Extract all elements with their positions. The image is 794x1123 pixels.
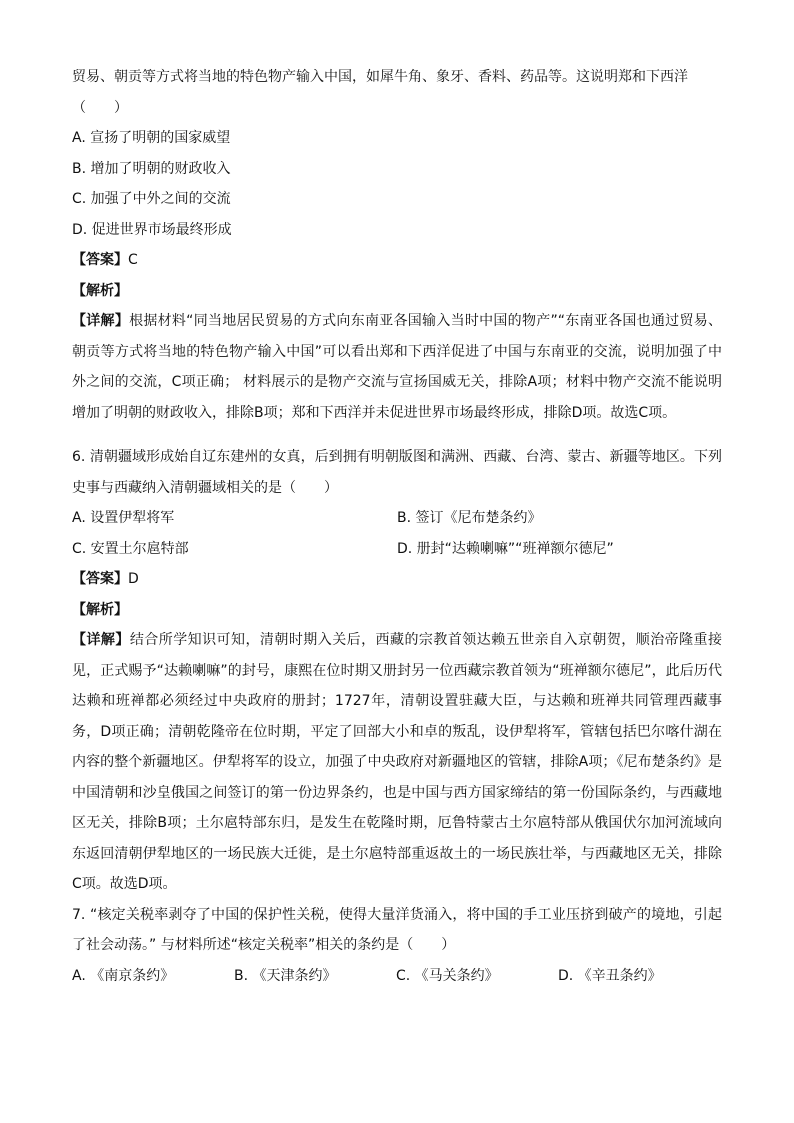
q5-analysis-tag <box>72 276 722 307</box>
q5-detail <box>72 306 722 428</box>
q7-option-b: B. 《天津条约》 <box>234 967 337 984</box>
q6-options-row1 <box>72 503 722 534</box>
q5-answer-tag: 【答案】 <box>72 252 128 268</box>
q5-option-c: C. 加强了中外之间的交流 <box>72 191 231 207</box>
q6-detail <box>72 625 722 900</box>
document-page <box>72 62 722 991</box>
q7-options-row <box>72 961 722 992</box>
q5-stem-bracket: （ ） <box>72 99 128 116</box>
q7-stem: 7. “核定关税率剥夺了中国的保护性关税，使得大量洋货涌入，将中国的手工业压挤到破产的境地，引起了社会动荡。” 与材料所述“核定关税率”相关的条约是（ ） <box>72 906 722 953</box>
q7-option-c: C. 《马关条约》 <box>396 967 499 984</box>
q6-answer-tag: 【答案】 <box>72 571 128 587</box>
q5-answer-value: C <box>128 252 138 268</box>
q6-detail-tag: 【详解】 <box>72 632 130 648</box>
q6-answer-line <box>72 564 722 595</box>
q6-analysis-label: 【解析】 <box>72 601 128 618</box>
q6-answer-value: D <box>128 571 139 587</box>
q5-option-a: A. 宣扬了明朝的国家威望 <box>72 130 231 146</box>
q6-option-d: D. 册封“达赖喇嘛”“班禅额尔德尼” <box>397 540 614 557</box>
q7-option-d: D. 《辛丑条约》 <box>558 967 662 984</box>
q6-options-row2 <box>72 534 722 565</box>
q5-stem-line: 贸易、朝贡等方式将当地的特色物产输入中国，如犀牛角、象牙、香料、药品等。这说明郑和下西洋 <box>72 69 688 85</box>
q5-option-b: B. 增加了明朝的财政收入 <box>72 160 231 177</box>
q5-option-d: D. 促进世界市场最终形成 <box>72 221 232 238</box>
q5-analysis-label: 【解析】 <box>72 282 128 299</box>
q6-detail-text: 结合所学知识可知，清朝时期入关后，西藏的宗教首领达赖五世亲自入京朝贺，顺治帝隆重接见，正式赐予“达赖喇嘛”的封号，康熙在位时期又册封另一位西藏宗教首领为“班禅额尔德尼”，此后历代达赖和班禅都必须经过中央政府的册封；1727年，清朝设置驻藏大臣，与达赖和班禅共同管理西藏事务，D项正确；清朝乾隆帝在位时期，平定了回部大小和卓的叛乱，设伊犁将军，管辖包括巴尔喀什湖在内容的整个新疆地区。伊犁将军的设立，加强了中央政府对新疆地区的管辖，排除A项；《尼布楚条约》是中国清朝和沙皇俄国之间签订的第一份边界条约，也是中国与西方国家缔结的第一份国际条约，与西藏地区无关，排除B项；土尔扈特部东归，是发生在乾隆时期，厄鲁特蒙古土尔扈特部从俄国伏尔加河流域向东返回清朝伊犁地区的一场民族大迁徙，是土尔扈特部重返故土的一场民族壮举，与西藏地区无关，排除C项。故选D项。 <box>72 632 723 892</box>
q5-detail-text: 根据材料“同当地居民贸易的方式向东南亚各国输入当时中国的物产”“东南亚各国也通过贸易、朝贡等方式将当地的特色物产输入中国”可以看出郑和下西洋促进了中国与东南亚的交流，说明加强了中外之间的交流，C项正确； 材料展示的是物产交流与宣扬国威无关，排除A项；材料中物产交流不能说明增加了明朝的财政收入，排除B项；郑和下西洋并未促进世界市场最终形成，排除D项。故选C项。 <box>72 313 722 421</box>
q7-option-a: A. 《南京条约》 <box>72 967 175 984</box>
q6-option-b: B. 签订《尼布楚条约》 <box>397 510 542 526</box>
q5-detail-tag: 【详解】 <box>72 313 130 329</box>
q6-analysis-tag <box>72 595 722 626</box>
q6-option-c: C. 安置土尔扈特部 <box>72 540 189 557</box>
q5-answer-line <box>72 245 722 276</box>
q6-option-a: A. 设置伊犁将军 <box>72 510 175 526</box>
section-gap <box>72 428 722 442</box>
q6-stem: 6. 清朝疆域形成始自辽东建州的女真，后到拥有明朝版图和满洲、西藏、台湾、蒙古、新疆等地区。下列史事与西藏纳入清朝疆域相关的是（ ） <box>72 449 722 496</box>
